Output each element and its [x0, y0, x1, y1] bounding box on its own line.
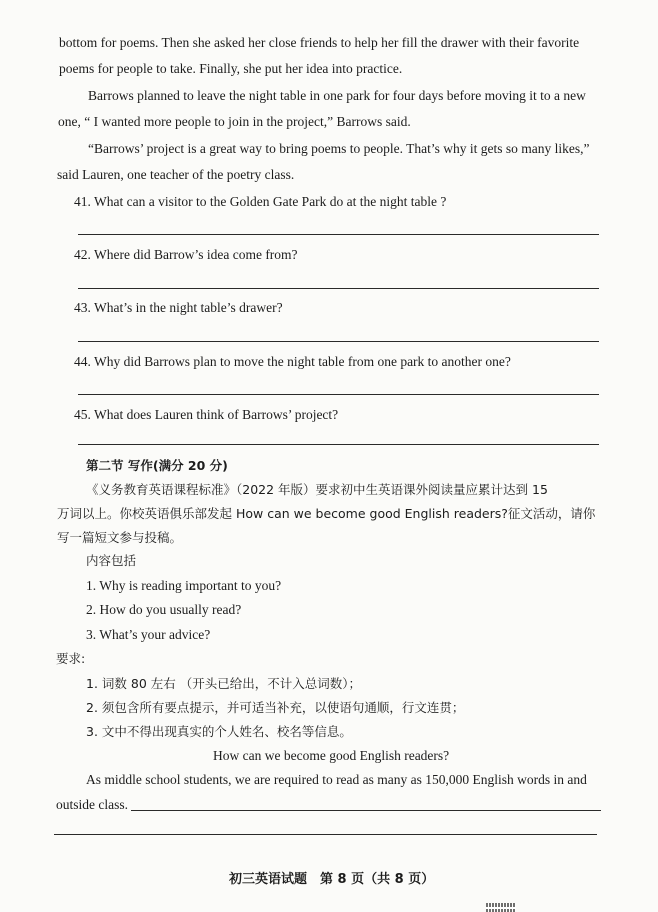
essay-opening: outside class.: [56, 797, 128, 812]
content-item: 3. What’s your advice?: [86, 627, 211, 642]
essay-blank-line[interactable]: [131, 810, 601, 811]
question-41: 41. What can a visitor to the Golden Gate Park do at the night table ?: [74, 194, 447, 209]
answer-line-42[interactable]: [78, 288, 599, 289]
content-item: 1. Why is reading important to you?: [86, 578, 282, 593]
qr-code-mask: [486, 907, 516, 909]
requirement-item: 1. 词数 80 左右 （开头已给出，不计入总词数）；: [86, 676, 361, 691]
essay-opening: As middle school students, we are required to read as many as 150,000 English words in and: [86, 772, 587, 787]
answer-line-45[interactable]: [78, 444, 599, 445]
question-45: 45. What does Lauren think of Barrows’ project?: [74, 407, 339, 422]
essay-blank-line[interactable]: [54, 834, 597, 835]
section-title: 第二节 写作(满分 20 分): [86, 458, 228, 473]
passage-line: bottom for poems. Then she asked her close friends to help her fill the drawer with their favorite: [59, 35, 580, 50]
question-43: 43. What’s in the night table’s drawer?: [74, 300, 283, 315]
passage-line: one, “ I wanted more people to join in the project,” Barrows said.: [58, 114, 411, 129]
passage-line: “Barrows’ project is a great way to bring poems to people. That’s why it gets so many likes,”: [88, 141, 590, 156]
passage-line: poems for people to take. Finally, she put her idea into practice.: [59, 61, 403, 76]
intro-line: 万词以上。你校英语俱乐部发起 How can we become good English readers?征文活动，请你: [57, 506, 596, 521]
question-42: 42. Where did Barrow’s idea come from?: [74, 247, 298, 262]
essay-title: How can we become good English readers?: [213, 748, 450, 763]
answer-line-43[interactable]: [78, 341, 599, 342]
question-44: 44. Why did Barrows plan to move the night table from one park to another one?: [74, 354, 511, 369]
requirement-item: 3. 文中不得出现真实的个人姓名、校名等信息。: [86, 724, 352, 739]
intro-line: 《义务教育英语课程标准》（2022 年版）要求初中生英语课外阅读量应累计达到 15: [86, 482, 548, 497]
answer-line-44[interactable]: [78, 394, 599, 395]
requirement-item: 2. 须包含所有要点提示，并可适当补充，以使语句通顺，行文连贯；: [86, 700, 465, 715]
intro-line: 写一篇短文参与投稿。: [57, 530, 183, 545]
content-heading: 内容包括: [86, 553, 137, 568]
page-footer: 初三英语试题 第 8 页（共 8 页）: [229, 872, 435, 887]
passage-line: said Lauren, one teacher of the poetry class.: [57, 167, 295, 182]
requirements-heading: 要求:: [56, 651, 86, 666]
passage-line: Barrows planned to leave the night table in one park for four days before moving it to a new: [88, 88, 586, 103]
content-item: 2. How do you usually read?: [86, 602, 242, 617]
answer-line-41[interactable]: [78, 234, 599, 235]
